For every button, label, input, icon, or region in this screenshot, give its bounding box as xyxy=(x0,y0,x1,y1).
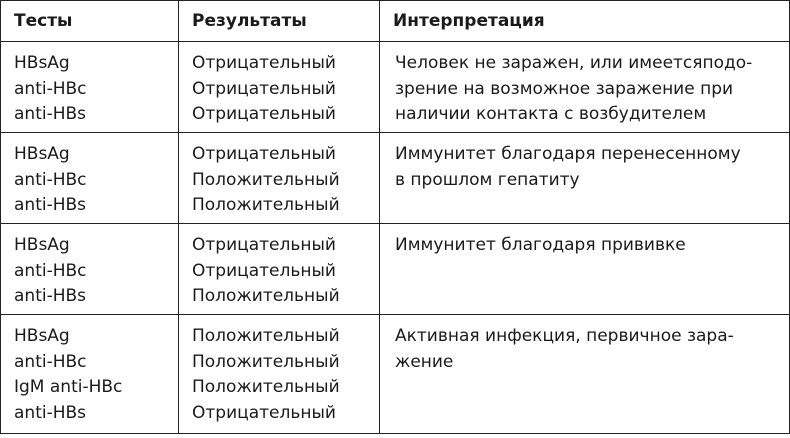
tests-cell xyxy=(1,42,179,133)
test-result: Отрицательный xyxy=(192,53,336,73)
tests-cell xyxy=(1,315,179,434)
tests-cell xyxy=(1,133,179,224)
table-row xyxy=(1,42,790,133)
interpretation-line: Иммунитет благодаря прививке xyxy=(395,235,686,255)
header-tests: Тесты xyxy=(1,1,179,42)
interpretation-line: наличии контакта с возбудителем xyxy=(395,104,707,124)
test-name: HBsAg xyxy=(14,326,70,346)
test-name: anti-HBs xyxy=(14,104,87,124)
interpretation-cell xyxy=(380,315,790,434)
table-row xyxy=(1,133,790,224)
header-results: Результаты xyxy=(179,1,380,42)
test-result: Положительный xyxy=(192,286,340,306)
header-interpretation: Интерпретация xyxy=(380,1,790,42)
interpretation-line: в прошлом гепатиту xyxy=(395,169,580,190)
table-row xyxy=(1,224,790,315)
test-result: Отрицательный xyxy=(192,78,336,99)
test-name: anti-HBc xyxy=(14,351,87,372)
results-cell xyxy=(179,224,380,315)
test-name: IgM anti-HBc xyxy=(14,377,123,397)
results-cell xyxy=(179,133,380,224)
interpretation-cell xyxy=(380,133,790,224)
test-result: Отрицательный xyxy=(192,402,336,423)
header-row xyxy=(1,1,790,42)
interpretation-line: жение xyxy=(395,351,454,372)
test-result: Положительный xyxy=(192,351,340,372)
test-result: Положительный xyxy=(192,169,340,190)
test-name: anti-HBc xyxy=(14,169,87,190)
tests-cell xyxy=(1,224,179,315)
test-name: HBsAg xyxy=(14,53,70,73)
test-result: Положительный xyxy=(192,377,340,397)
test-result: Отрицательный xyxy=(192,104,336,124)
test-result: Положительный xyxy=(192,326,340,346)
interpretation-line: зрение на возможное заражение при xyxy=(395,78,734,99)
test-name: anti-HBc xyxy=(14,78,87,99)
table-row xyxy=(1,315,790,434)
test-name: anti-HBc xyxy=(14,260,87,281)
test-result: Отрицательный xyxy=(192,235,336,255)
interpretation-line: Иммунитет благодаря перенесенному xyxy=(395,144,741,164)
interpretation-line: Человек не заражен, или имеетсяподо- xyxy=(395,53,753,73)
test-name: HBsAg xyxy=(14,235,70,255)
test-result: Отрицательный xyxy=(192,260,336,281)
interpretation-cell xyxy=(380,42,790,133)
test-result: Положительный xyxy=(192,195,340,215)
test-result: Отрицательный xyxy=(192,144,336,164)
test-name: anti-HBs xyxy=(14,286,87,306)
interpretation-line: Активная инфекция, первичное зара- xyxy=(395,326,734,346)
test-name: anti-HBs xyxy=(14,195,87,215)
test-name: anti-HBs xyxy=(14,402,87,423)
test-name: HBsAg xyxy=(14,144,70,164)
interpretation-cell xyxy=(380,224,790,315)
results-cell xyxy=(179,315,380,434)
results-cell xyxy=(179,42,380,133)
